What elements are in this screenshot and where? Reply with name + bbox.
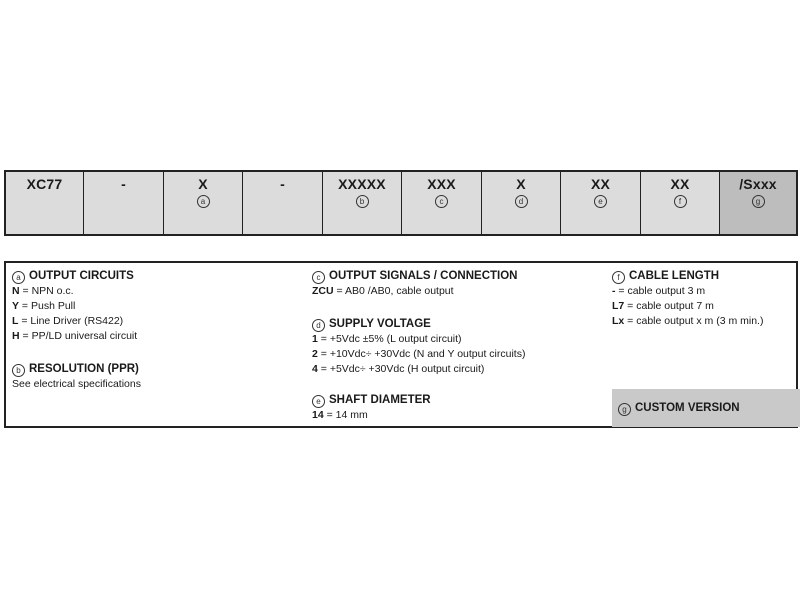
legend-item: [312, 408, 431, 423]
code-cell-cable-length: [641, 172, 720, 234]
item-key: Y: [12, 300, 20, 312]
item-key: N: [12, 285, 20, 297]
code-text: X: [198, 176, 208, 192]
ref-a-icon: a: [197, 195, 210, 208]
section-cable-length: [612, 269, 763, 329]
item-desc: PP/LD universal circuit: [31, 330, 138, 342]
section-title-text: SHAFT DIAMETER: [329, 394, 431, 406]
legend-column-3: [612, 263, 796, 426]
code-text: -: [280, 176, 285, 192]
section-output-circuits: [12, 269, 137, 344]
legend-item: [312, 332, 525, 347]
item-desc: Push Pull: [30, 300, 76, 312]
section-shaft-diameter: [312, 393, 431, 423]
code-cell-model: [6, 172, 84, 234]
legend-item: [612, 314, 763, 329]
legend-item: [12, 329, 137, 344]
item-sep: =: [317, 348, 330, 360]
section-title: [618, 401, 740, 416]
item-desc: Line Driver (RS422): [30, 315, 124, 327]
ref-a-icon: a: [12, 271, 25, 284]
section-title-text: RESOLUTION (PPR): [29, 363, 139, 375]
code-text: /Sxxx: [739, 176, 777, 192]
item-desc: cable output x m (3 m min.): [636, 315, 764, 327]
item-key: L7: [612, 300, 625, 312]
legend-text: See electrical specifications: [12, 378, 141, 390]
ref-c-icon: c: [435, 195, 448, 208]
code-cell-output-circuit: [164, 172, 243, 234]
item-sep: =: [624, 300, 637, 312]
item-key: ZCU: [312, 285, 334, 297]
code-cell-separator: [84, 172, 164, 234]
ref-e-icon: e: [312, 395, 325, 408]
item-key: Lx: [612, 315, 625, 327]
legend-item: [12, 314, 137, 329]
section-title-text: CABLE LENGTH: [629, 270, 720, 282]
item-desc: NPN o.c.: [31, 285, 74, 297]
item-sep: =: [19, 330, 32, 342]
legend-item: [312, 362, 525, 377]
section-supply-voltage: [312, 317, 525, 377]
section-title-text: SUPPLY VOLTAGE: [329, 318, 431, 330]
code-text: XX: [590, 176, 611, 192]
ref-f-icon: f: [612, 271, 625, 284]
item-sep: =: [333, 285, 345, 297]
code-text: XXX: [427, 176, 456, 192]
order-code-table: [4, 170, 798, 236]
item-sep: =: [19, 300, 31, 312]
ref-g-icon: g: [752, 195, 765, 208]
item-key: 2: [312, 348, 318, 360]
legend-item: [612, 284, 763, 299]
legend-item: [612, 299, 763, 314]
order-code-legend: [4, 261, 798, 428]
item-sep: =: [615, 285, 628, 297]
section-title: [312, 269, 517, 284]
section-title-text: CUSTOM VERSION: [635, 401, 740, 414]
item-sep: =: [19, 285, 32, 297]
ref-d-icon: d: [312, 319, 325, 332]
ref-b-icon: b: [12, 364, 25, 377]
ref-e-icon: e: [594, 195, 607, 208]
section-title-text: OUTPUT CIRCUITS: [29, 270, 134, 282]
ref-g-icon: g: [618, 403, 631, 416]
item-desc: 14 mm: [335, 409, 368, 421]
legend-item: [312, 284, 517, 299]
item-key: L: [12, 315, 19, 327]
ref-f-icon: f: [674, 195, 687, 208]
item-sep: =: [624, 315, 637, 327]
item-key: 14: [312, 409, 324, 421]
item-sep: =: [18, 315, 31, 327]
item-desc: +10Vdc÷ +30Vdc (N and Y output circuits): [329, 348, 526, 360]
item-key: 1: [312, 333, 318, 345]
item-desc: AB0 /AB0, cable output: [344, 285, 454, 297]
section-title: [312, 317, 525, 332]
section-title: [612, 269, 763, 284]
code-cell-custom-version: [720, 172, 796, 234]
section-custom-version: [612, 389, 800, 427]
ref-c-icon: c: [312, 271, 325, 284]
item-desc: +5Vdc ±5% (L output circuit): [329, 333, 462, 345]
item-desc: cable output 3 m: [627, 285, 706, 297]
ref-b-icon: b: [356, 195, 369, 208]
item-sep: =: [317, 363, 330, 375]
item-desc: +5Vdc÷ +30Vdc (H output circuit): [329, 363, 485, 375]
section-title: [312, 393, 431, 408]
section-resolution: [12, 362, 141, 392]
item-desc: cable output 7 m: [636, 300, 714, 312]
section-title: [12, 362, 141, 377]
code-text: XC77: [26, 176, 63, 192]
item-key: -: [612, 285, 616, 297]
code-text: X: [516, 176, 526, 192]
ref-d-icon: d: [515, 195, 528, 208]
item-key: 4: [312, 363, 318, 375]
legend-item: [12, 299, 137, 314]
item-sep: =: [317, 333, 330, 345]
legend-item: [312, 347, 525, 362]
code-cell-shaft-diameter: [561, 172, 641, 234]
code-cell-resolution: [323, 172, 402, 234]
section-output-signals: [312, 269, 517, 299]
item-sep: =: [323, 409, 336, 421]
section-title: [12, 269, 137, 284]
code-text: XX: [670, 176, 690, 192]
item-key: H: [12, 330, 20, 342]
code-text: XXXXX: [338, 176, 386, 192]
code-cell-separator: [243, 172, 323, 234]
code-text: -: [121, 176, 126, 192]
legend-item: [12, 284, 137, 299]
code-cell-output-signals: [402, 172, 482, 234]
code-cell-supply-voltage: [482, 172, 561, 234]
section-title-text: OUTPUT SIGNALS / CONNECTION: [329, 270, 518, 282]
